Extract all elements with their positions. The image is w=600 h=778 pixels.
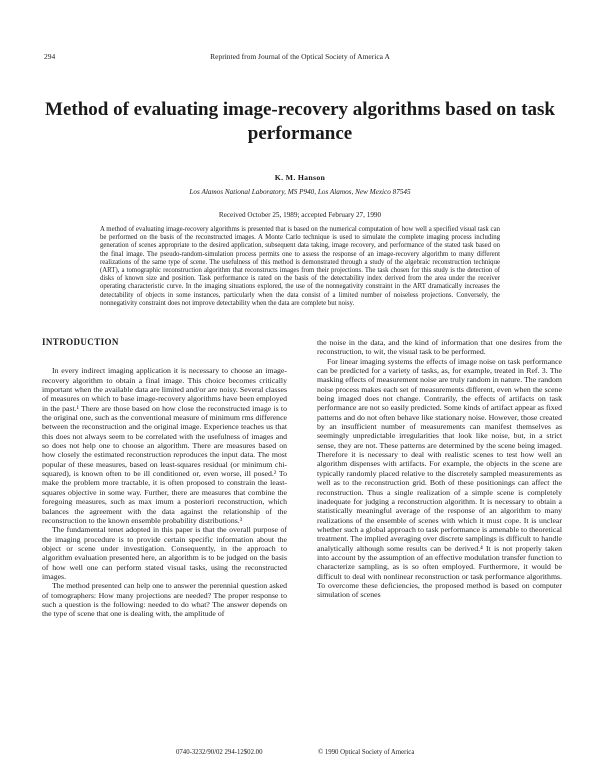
paragraph: The fundamental tenet adopted in this paper is that the overall purpose of the imaging procedure is to provide certain specific information about the object or scene under investigation. Consequently, in the approach to algorithm evaluation presented here, an algorithm is to be judged on the basis of how well one can perform stated visual tasks, using the reconstructed images. <box>42 525 287 581</box>
paragraph: the noise in the data, and the kind of information that one desires from the reconstruction, to wit, the visual task to be performed. <box>317 338 562 357</box>
page-number: 294 <box>44 52 56 61</box>
paragraph: For linear imaging systems the effects of image noise on task performance can be predicted for a variety of tasks, as, for example, treated in Ref. 3. The masking effects of measurement noise are truly random in nature. The random noise process makes each set of measurements different, even when the scene being imaged does not change. Contrarily, the effects of artifacts on task performance are not so easily predicted. Some kinds of artifact appear as fixed patterns and do not often behave like stationary noise. However, those created by an insufficient number of measurements can manifest themselves as seemingly unpredictable irregularities that look like noise, but, in a strict sense, they are not. These patterns are determined by the scene being imaged. Therefore it is necessary to deal with realistic scenes to test how well an algorithm dispenses with artifacts. For example, the objects in the scene are typically randomly placed relative to the discretely sampled measurements as well as to the reconstruction grid. Both of these positionings can affect the reconstruction. Thus a single realization of a simple scene is completely inadequate for judging a reconstruction algorithm. It is necessary to obtain a statistically meaningful average of the response of an algorithm to many realizations of the ensemble of scenes with which it must cope. It is unclear whether such a global approach to task performance is amenable to theoretical treatment. The implied averaging over discrete samplings is difficult to handle analytically although some results can be derived.⁴ It is not properly taken into account by the assumption of an effective modulation transfer function to characterize sampling, as is so often employed. Furthermore, it would be difficult to deal with nonlinear reconstruction or task performance algorithms. To overcome these deficiencies, the proposed method is based on computer simulation of scenes <box>317 356 562 600</box>
section-heading: INTRODUCTION <box>42 337 119 347</box>
received-dates: Received October 25, 1989; accepted February 27, 1990 <box>218 211 382 219</box>
author-name: K. M. Hanson <box>274 173 326 182</box>
left-column <box>42 338 287 619</box>
reprint-source: Reprinted from Journal of the Optical Society of America A <box>210 52 390 61</box>
paragraph: In every indirect imaging application it is necessary to choose an image-recovery algorithm to obtain a final image. This choice becomes critically important when the available data are limited and/or are noisy. Several classes of measures on which to base image-recovery algorithms have been employed in the past.¹ There are those based on how close the reconstructed image is to the original one, such as the conventional measure of minimum rms difference between the reconstruction and the original image. Experience teaches us that this does not always seem to be correlated with the usefulness of images and so does not help one to choose an algorithm. There are measures based on how closely the estimated reconstruction reproduces the input data. The most popular of these measures, based on least-squares residual (or minimum chi-squared), is known often to be ill conditioned or, even worse, ill posed.² To make the problem more tractable, it is often proposed to constrain the least-squares objective in some way. Further, there are measures that combine the foregoing measures, such as max imum a posteriori reconstruction, which balances the agreement with the data against the relationship of the reconstruction to the known ensemble probability distributions.³ <box>42 366 287 525</box>
right-column <box>317 338 562 600</box>
abstract: A method of evaluating image-recovery algorithms is presented that is based on the numerical computation of how well a specified visual task can be performed on the basis of the reconstructed images. A Monte Carlo technique is used to simulate the complete imaging process including generation of scenes appropriate to the desired application, subsequent data taking, image recovery, and performance of the stated task based on the final image. The pseudo-random-simulation process permits one to assess the response of an image-recovery algorithm to many different realizations of the same type of scene. The usefulness of this method is demonstrated through a study of the algebraic reconstruction technique (ART), a tomographic reconstruction algorithm that reconstructs images from their projections. The task chosen for this study is the detection of disks of known size and position. Task performance is rated on the basis of the detectability index derived from the area under the receiver operating characteristic curve. In the imaging situations explored, the use of the nonnegativity constraint in the ART dramatically increases the detectability of objects in some instances, particularly when the data consist of a limited number of noiseless projections. Conversely, the nonnegativity constraint does not improve detectability when the data are complete but noisy. <box>100 226 500 307</box>
copyright-notice: © 1990 Optical Society of America <box>318 749 415 756</box>
author-affiliation: Los Alamos National Laboratory, MS P940, Los Alamos, New Mexico 87545 <box>189 188 411 196</box>
article-code: 0740-3232/90/02 294-12$02.00 <box>176 749 263 756</box>
paragraph: The method presented can help one to answer the perennial question asked of tomographers: How many projections are needed? The proper response to such a question is the following: needed to do what? The answer depends on the type of scene that one is dealing with, the amplitude of <box>42 581 287 619</box>
article-title: Method of evaluating image-recovery algorithms based on task performance <box>45 99 555 144</box>
